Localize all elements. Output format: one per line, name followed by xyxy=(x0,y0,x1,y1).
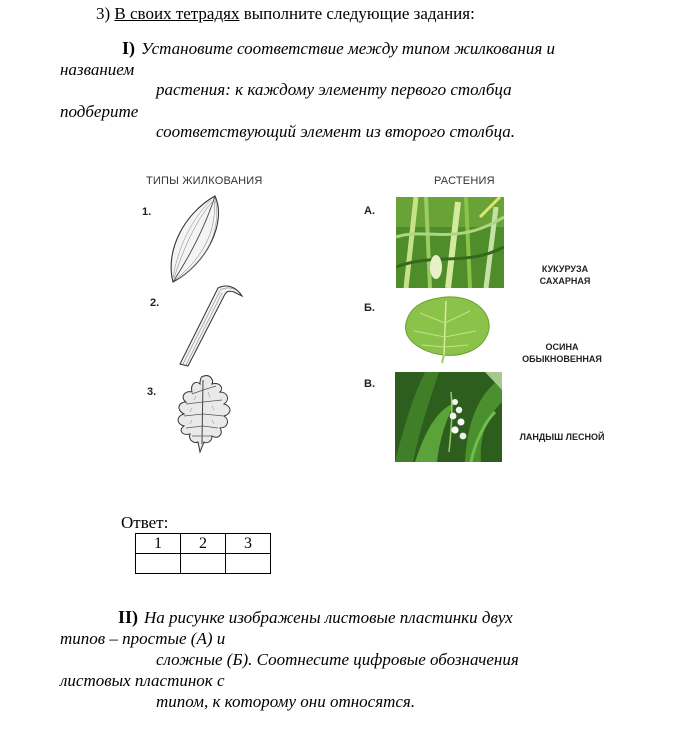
netted-venation-leaf-icon xyxy=(172,372,238,454)
task-underlined-text: В своих тетрадях xyxy=(114,4,240,23)
venation-types-header: ТИПЫ ЖИЛКОВАНИЯ xyxy=(146,175,263,187)
task-number: 3) xyxy=(96,4,111,23)
part1-numeral: I) xyxy=(122,38,135,58)
part1-line5: соответствующий элемент из второго столбца. xyxy=(156,122,516,141)
plant-name-aspen-line1: ОСИНА xyxy=(545,342,579,352)
part1-line1 xyxy=(122,38,555,59)
part2-line2: типов – простые (А) и xyxy=(60,629,226,648)
venation-number-3: 3. xyxy=(147,386,157,398)
plant-name-aspen-line2: ОБЫКНОВЕННАЯ xyxy=(522,354,602,364)
plant-name-corn-line2: САХАРНАЯ xyxy=(539,276,591,286)
plant-name-corn xyxy=(524,263,606,287)
part2-numeral: II) xyxy=(118,607,139,627)
plant-name-aspen xyxy=(510,341,614,365)
answer-input-row xyxy=(136,554,271,574)
answer-label: Ответ: xyxy=(121,513,169,532)
answer-col-3: 3 xyxy=(226,534,271,554)
part1-text-1: Установите соответствие между типом жилкования и xyxy=(141,39,555,58)
part1-line4: подберите xyxy=(60,102,139,121)
plant-letter-v: В. xyxy=(364,378,375,390)
task-heading xyxy=(96,4,475,24)
answer-header-row xyxy=(136,534,271,554)
part2-line1 xyxy=(118,607,513,628)
answer-cell-3[interactable] xyxy=(226,554,271,574)
answer-cell-2[interactable] xyxy=(181,554,226,574)
part2-line5: типом, к которому они относятся. xyxy=(156,692,416,711)
plants-header: РАСТЕНИЯ xyxy=(434,175,495,187)
part2-line3: сложные (Б). Соотнесите цифровые обозначения xyxy=(156,650,519,669)
venation-number-2: 2. xyxy=(150,297,160,309)
parallel-venation-leaf-icon xyxy=(174,282,246,368)
answer-col-1: 1 xyxy=(136,534,181,554)
corn-photo xyxy=(396,197,504,288)
answer-col-2: 2 xyxy=(181,534,226,554)
answer-table xyxy=(135,533,271,574)
answer-cell-1[interactable] xyxy=(136,554,181,574)
plant-letter-b: Б. xyxy=(364,302,375,314)
plant-name-lily xyxy=(508,431,616,443)
venation-number-1: 1. xyxy=(142,206,152,218)
part2-line4: листовых пластинок с xyxy=(60,671,225,690)
lily-of-the-valley-photo xyxy=(395,372,502,462)
aspen-leaf-photo xyxy=(398,293,498,363)
plant-letter-a: А. xyxy=(364,205,375,217)
plant-name-lily-line1: ЛАНДЫШ ЛЕСНОЙ xyxy=(519,432,605,442)
arcuate-venation-leaf-icon xyxy=(165,192,227,286)
task-rest-text: выполните следующие задания: xyxy=(239,4,475,23)
plant-name-corn-line1: КУКУРУЗА xyxy=(541,264,589,274)
part1-line2: названием xyxy=(60,60,135,79)
part2-text-1: На рисунке изображены листовые пластинки двух xyxy=(144,608,513,627)
part1-line3: растения: к каждому элементу первого столбца xyxy=(156,80,512,99)
